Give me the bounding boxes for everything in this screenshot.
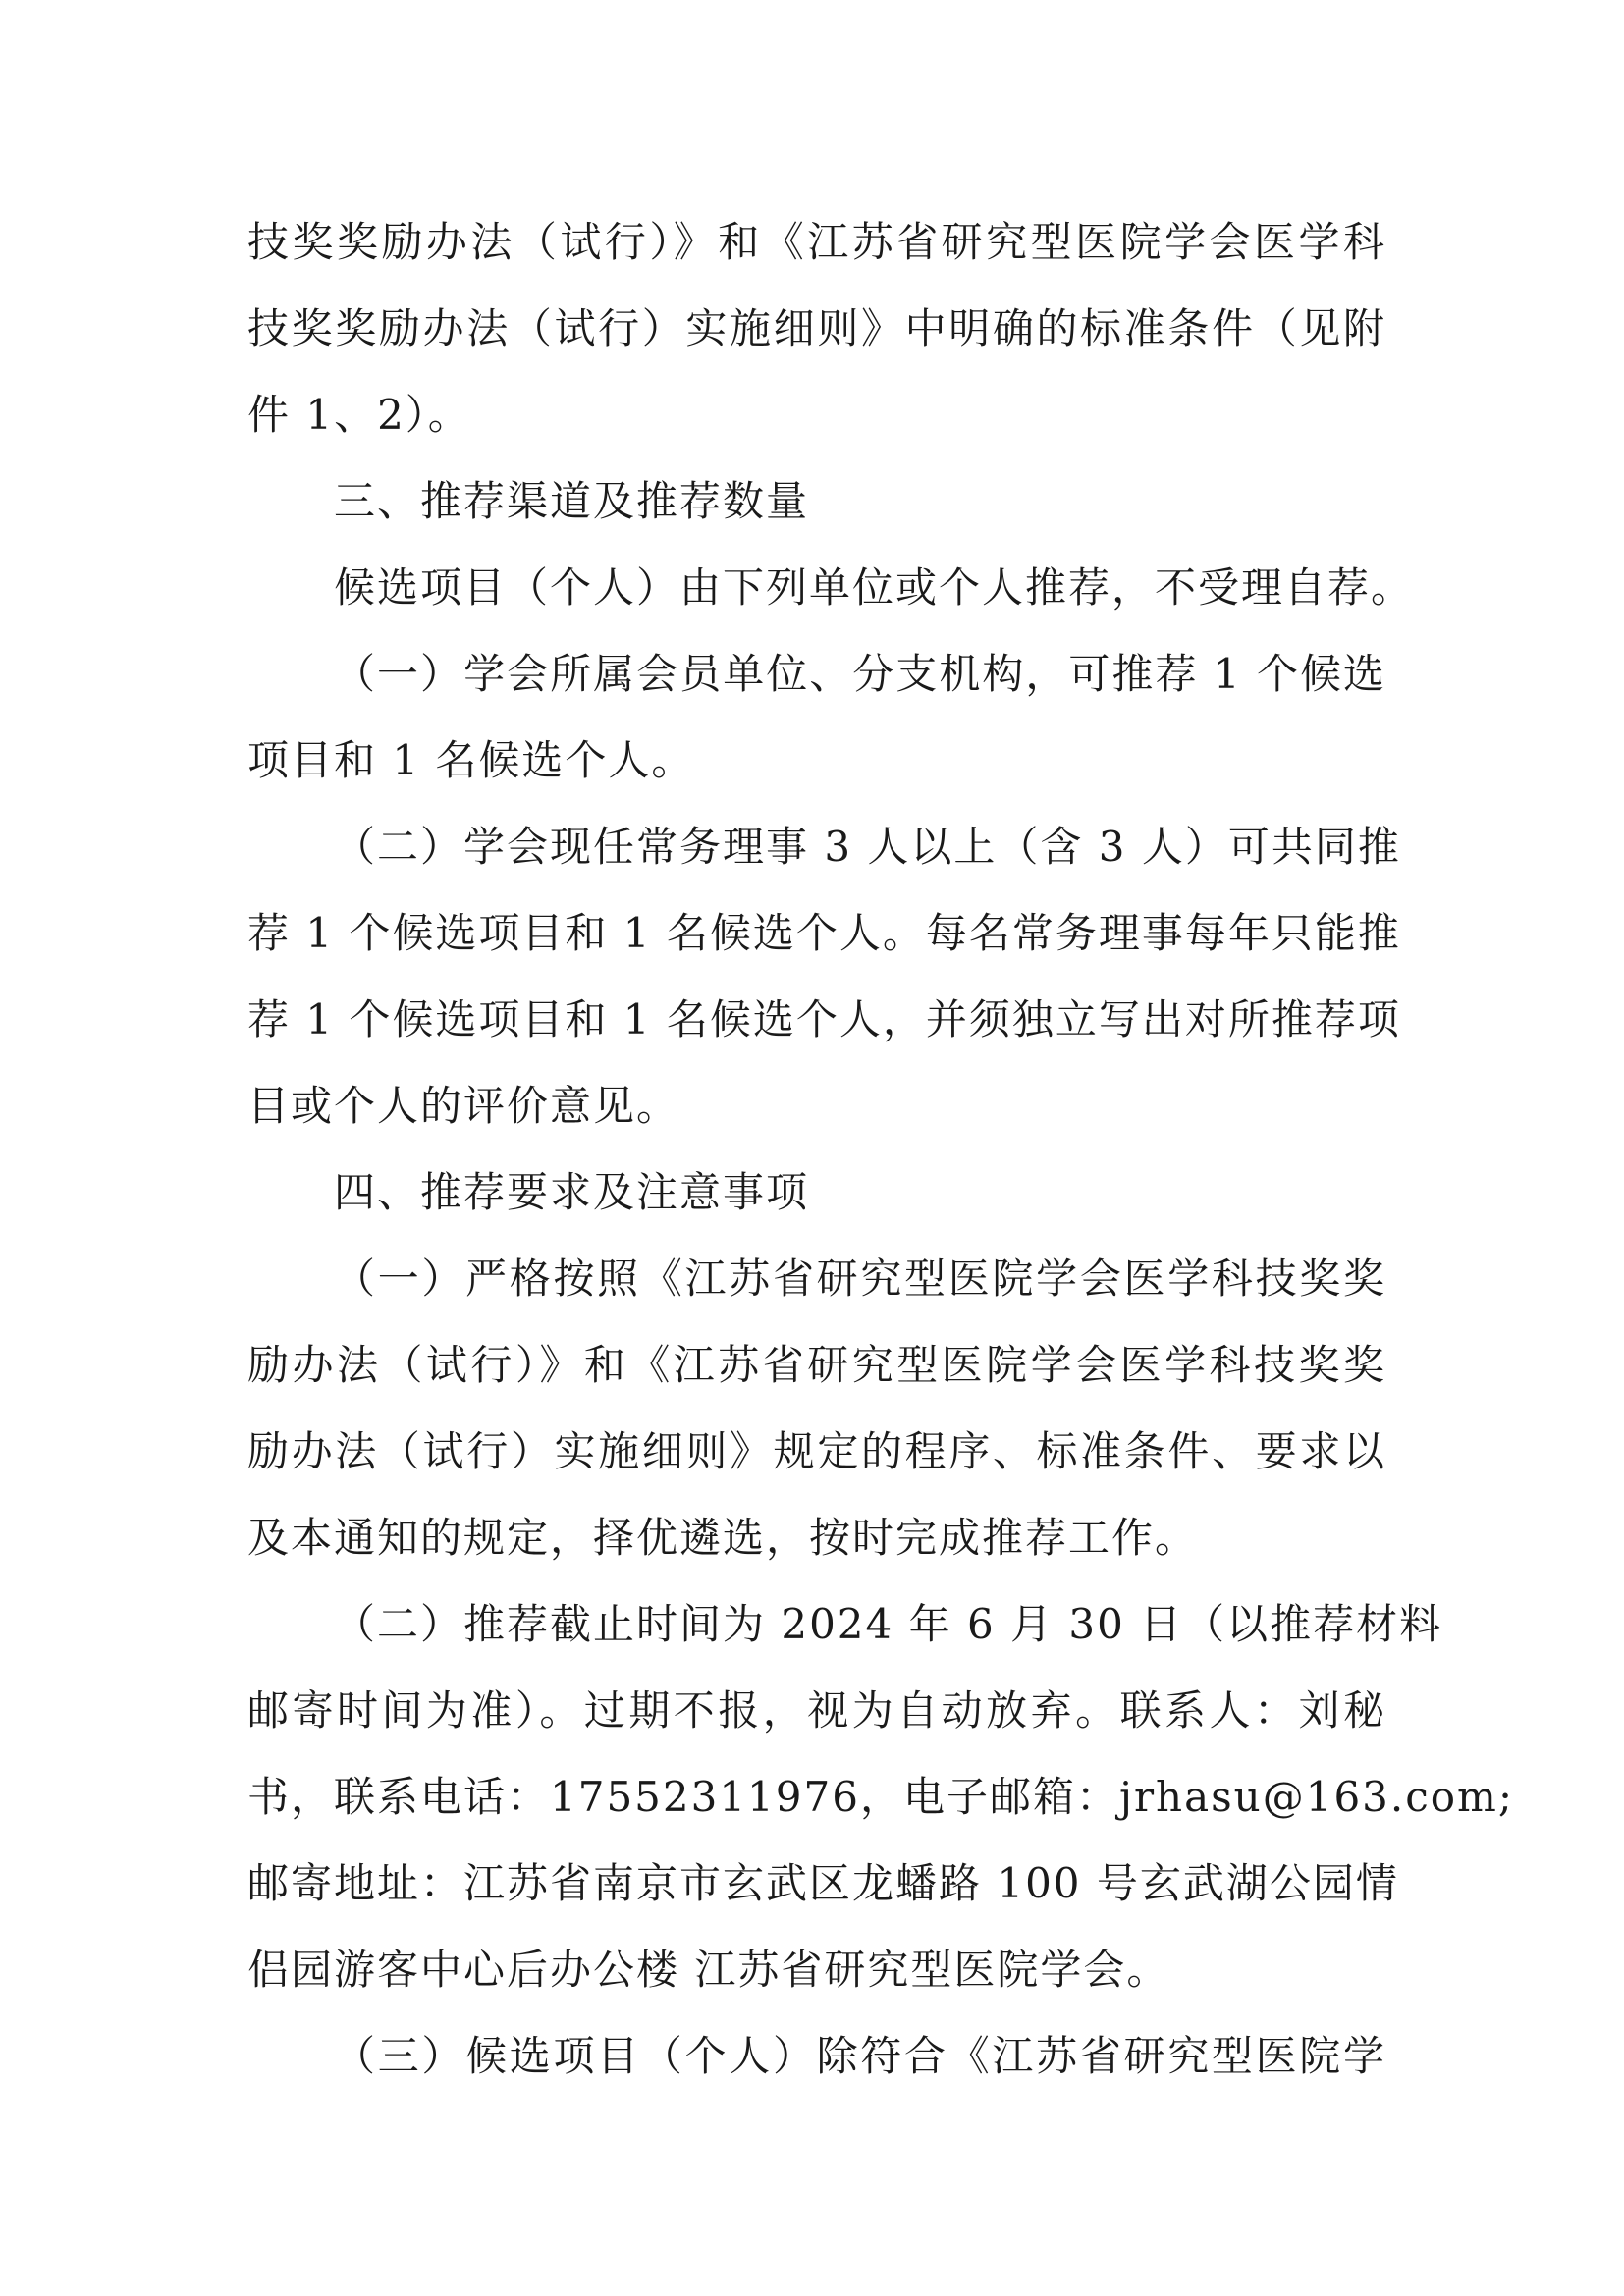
- body-text-line: 目或个人的评价意见。: [247, 1082, 680, 1130]
- body-text-line: 荐 1 个候选项目和 1 名候选个人，并须独立写出对所推荐项: [247, 995, 1401, 1043]
- body-text-line: 技奖奖励办法（试行）实施细则》中明确的标准条件（见附: [247, 304, 1386, 352]
- body-text-line: 候选项目（个人）由下列单位或个人推荐，不受理自荐。: [334, 563, 1415, 612]
- section-heading-3: 三、推荐渠道及推荐数量: [334, 477, 810, 525]
- body-text-line: （一）学会所属会员单位、分支机构，可推荐 1 个候选: [334, 650, 1386, 698]
- section-heading-4: 四、推荐要求及注意事项: [334, 1168, 810, 1216]
- body-text-line: 荐 1 个候选项目和 1 名候选个人。每名常务理事每年只能推: [247, 909, 1401, 957]
- body-text-line: （二）推荐截止时间为 2024 年 6 月 30 日（以推荐材料: [334, 1600, 1443, 1648]
- body-text-line: （一）严格按照《江苏省研究型医院学会医学科技奖奖: [334, 1255, 1386, 1303]
- body-text-line: 邮寄地址：江苏省南京市玄武区龙蟠路 100 号玄武湖公园情: [247, 1859, 1399, 1907]
- body-text-line: 书，联系电话：17552311976，电子邮箱：jrhasu@163.com;: [247, 1773, 1515, 1821]
- body-text-line: 邮寄时间为准）。过期不报，视为自动放弃。联系人：刘秘: [247, 1686, 1386, 1735]
- body-text-line: 励办法（试行）》和《江苏省研究型医院学会医学科技奖奖: [247, 1341, 1386, 1389]
- body-text-line: （三）候选项目（个人）除符合《江苏省研究型医院学: [334, 2032, 1386, 2080]
- body-text-line: （二）学会现任常务理事 3 人以上（含 3 人）可共同推: [334, 823, 1401, 871]
- body-text-line: 件 1、2）。: [247, 391, 471, 439]
- body-text-line: 项目和 1 名候选个人。: [247, 736, 695, 784]
- body-text-line: 励办法（试行）实施细则》规定的程序、标准条件、要求以: [247, 1427, 1386, 1475]
- body-text-line: 及本通知的规定，择优遴选，按时完成推荐工作。: [247, 1514, 1199, 1562]
- body-text-line: 侣园游客中心后办公楼 江苏省研究型医院学会。: [247, 1946, 1170, 1994]
- body-text-line: 技奖奖励办法（试行）》和《江苏省研究型医院学会医学科: [247, 218, 1386, 266]
